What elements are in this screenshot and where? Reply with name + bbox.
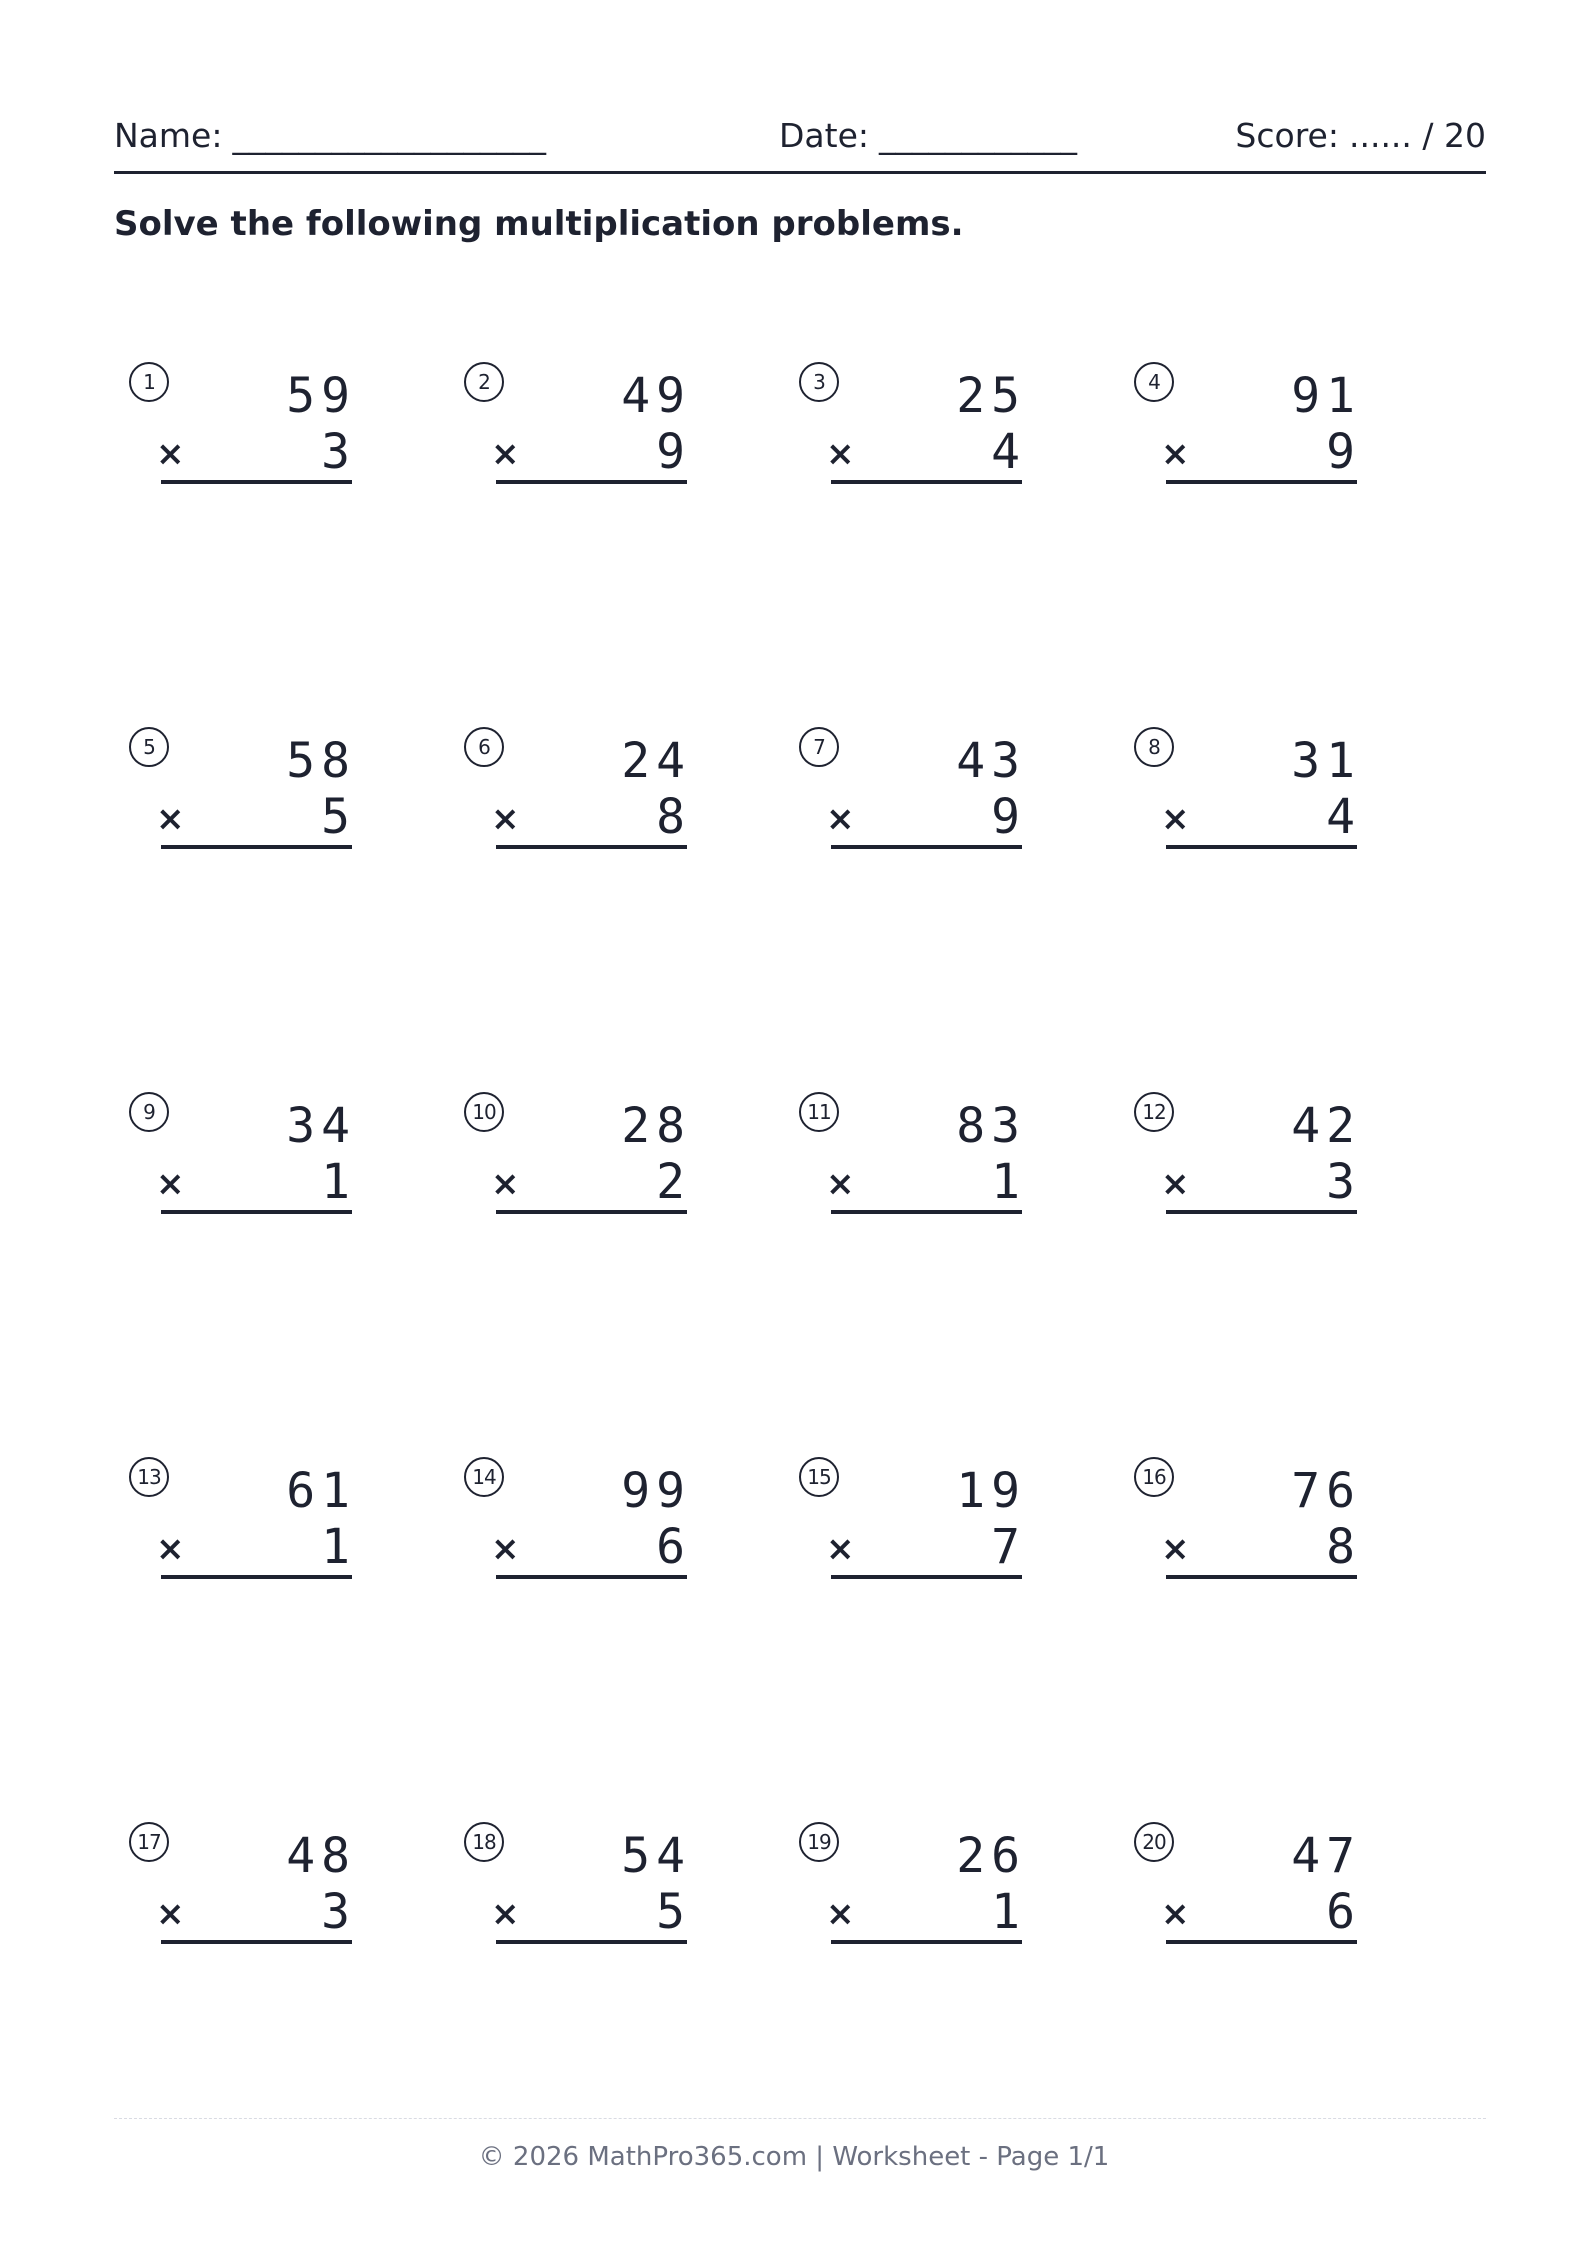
problem-number-badge: 5: [129, 727, 169, 767]
problem-4: [1131, 360, 1466, 725]
problem-number-badge: 7: [799, 727, 839, 767]
problem-number-badge: 4: [1134, 362, 1174, 402]
problem-number-badge: 10: [464, 1092, 504, 1132]
problem-number-badge: 16: [1134, 1457, 1174, 1497]
multiplier: 1: [321, 1519, 356, 1575]
multiplicand: 76: [1291, 1463, 1361, 1519]
multiplier: 1: [321, 1154, 356, 1210]
problem-18: [461, 1820, 796, 2185]
multiply-sign: ×: [156, 1164, 185, 1204]
multiplicand: 31: [1291, 733, 1361, 789]
multiplier: 4: [1326, 789, 1361, 845]
answer-line: [831, 845, 1022, 849]
answer-line: [831, 1210, 1022, 1214]
problem-16: [1131, 1455, 1466, 1820]
instructions: Solve the following multiplication problems.: [114, 204, 964, 244]
answer-line: [1166, 480, 1357, 484]
multiplier: 8: [1326, 1519, 1361, 1575]
name-field: [114, 116, 546, 155]
name-blank: ___________________: [232, 116, 546, 155]
answer-line: [161, 480, 352, 484]
date-blank: ____________: [879, 116, 1077, 155]
problem-19: [796, 1820, 1131, 2185]
problem-17: [126, 1820, 461, 2185]
multiplier: 1: [991, 1884, 1026, 1940]
multiply-sign: ×: [1161, 799, 1190, 839]
multiplier: 6: [656, 1519, 691, 1575]
multiplier: 3: [1326, 1154, 1361, 1210]
multiply-sign: ×: [491, 1529, 520, 1569]
answer-line: [496, 845, 687, 849]
multiply-sign: ×: [826, 434, 855, 474]
multiplier: 3: [321, 1884, 356, 1940]
answer-line: [161, 845, 352, 849]
problem-13: [126, 1455, 461, 1820]
footer-divider: [114, 2118, 1486, 2119]
score-label: Score:: [1235, 116, 1339, 155]
problem-20: [1131, 1820, 1466, 2185]
problem-number-badge: 9: [129, 1092, 169, 1132]
multiplier: 9: [991, 789, 1026, 845]
multiply-sign: ×: [826, 1164, 855, 1204]
footer-text: © 2026 MathPro365.com | Worksheet - Page 1/1: [478, 2142, 1110, 2172]
problem-3: [796, 360, 1131, 725]
problem-grid: [126, 360, 1466, 1980]
multiply-sign: ×: [491, 1894, 520, 1934]
answer-line: [831, 1575, 1022, 1579]
date-label: Date:: [779, 116, 869, 155]
multiply-sign: ×: [1161, 434, 1190, 474]
problem-number-badge: 2: [464, 362, 504, 402]
worksheet-header: [114, 112, 1486, 174]
multiply-sign: ×: [826, 1894, 855, 1934]
problem-10: [461, 1090, 796, 1455]
problem-number-badge: 14: [464, 1457, 504, 1497]
multiplicand: 83: [956, 1098, 1026, 1154]
multiply-sign: ×: [156, 434, 185, 474]
multiply-sign: ×: [491, 1164, 520, 1204]
multiplicand: 91: [1291, 368, 1361, 424]
problem-number-badge: 1: [129, 362, 169, 402]
multiplicand: 26: [956, 1828, 1026, 1884]
multiplier: 5: [321, 789, 356, 845]
multiplicand: 34: [286, 1098, 356, 1154]
multiplicand: 99: [621, 1463, 691, 1519]
problem-6: [461, 725, 796, 1090]
multiplier: 6: [1326, 1884, 1361, 1940]
multiply-sign: ×: [1161, 1894, 1190, 1934]
multiplier: 1: [991, 1154, 1026, 1210]
multiplicand: 59: [286, 368, 356, 424]
date-field: [779, 116, 1077, 155]
problem-number-badge: 8: [1134, 727, 1174, 767]
multiplicand: 47: [1291, 1828, 1361, 1884]
multiply-sign: ×: [826, 799, 855, 839]
answer-line: [1166, 1210, 1357, 1214]
multiply-sign: ×: [156, 1529, 185, 1569]
problem-9: [126, 1090, 461, 1455]
multiplier: 4: [991, 424, 1026, 480]
multiplicand: 43: [956, 733, 1026, 789]
multiply-sign: ×: [156, 1894, 185, 1934]
multiplicand: 58: [286, 733, 356, 789]
answer-line: [161, 1940, 352, 1944]
answer-line: [496, 1940, 687, 1944]
multiplicand: 49: [621, 368, 691, 424]
answer-line: [1166, 1940, 1357, 1944]
problem-number-badge: 6: [464, 727, 504, 767]
problem-number-badge: 3: [799, 362, 839, 402]
multiplicand: 48: [286, 1828, 356, 1884]
multiply-sign: ×: [491, 799, 520, 839]
answer-line: [496, 1575, 687, 1579]
multiply-sign: ×: [826, 1529, 855, 1569]
answer-line: [1166, 845, 1357, 849]
problem-5: [126, 725, 461, 1090]
multiplicand: 19: [956, 1463, 1026, 1519]
problem-7: [796, 725, 1131, 1090]
multiply-sign: ×: [491, 434, 520, 474]
problem-number-badge: 20: [1134, 1822, 1174, 1862]
problem-number-badge: 13: [129, 1457, 169, 1497]
multiplicand: 24: [621, 733, 691, 789]
multiplier: 8: [656, 789, 691, 845]
problem-number-badge: 11: [799, 1092, 839, 1132]
multiply-sign: ×: [1161, 1164, 1190, 1204]
answer-line: [831, 1940, 1022, 1944]
problem-number-badge: 12: [1134, 1092, 1174, 1132]
answer-line: [161, 1210, 352, 1214]
multiplier: 2: [656, 1154, 691, 1210]
multiplicand: 28: [621, 1098, 691, 1154]
score-field: [1235, 116, 1486, 155]
multiplicand: 61: [286, 1463, 356, 1519]
score-value: ...... / 20: [1348, 116, 1486, 155]
multiply-sign: ×: [156, 799, 185, 839]
problem-number-badge: 17: [129, 1822, 169, 1862]
problem-11: [796, 1090, 1131, 1455]
multiplier: 3: [321, 424, 356, 480]
multiplicand: 42: [1291, 1098, 1361, 1154]
answer-line: [1166, 1575, 1357, 1579]
answer-line: [496, 1210, 687, 1214]
problem-8: [1131, 725, 1466, 1090]
problem-number-badge: 18: [464, 1822, 504, 1862]
multiplier: 5: [656, 1884, 691, 1940]
problem-12: [1131, 1090, 1466, 1455]
name-label: Name:: [114, 116, 223, 155]
multiplicand: 54: [621, 1828, 691, 1884]
answer-line: [161, 1575, 352, 1579]
multiplicand: 25: [956, 368, 1026, 424]
answer-line: [831, 480, 1022, 484]
multiplier: 7: [991, 1519, 1026, 1575]
problem-1: [126, 360, 461, 725]
problem-number-badge: 15: [799, 1457, 839, 1497]
multiplier: 9: [656, 424, 691, 480]
multiplier: 9: [1326, 424, 1361, 480]
problem-2: [461, 360, 796, 725]
problem-14: [461, 1455, 796, 1820]
problem-15: [796, 1455, 1131, 1820]
problem-number-badge: 19: [799, 1822, 839, 1862]
answer-line: [496, 480, 687, 484]
multiply-sign: ×: [1161, 1529, 1190, 1569]
